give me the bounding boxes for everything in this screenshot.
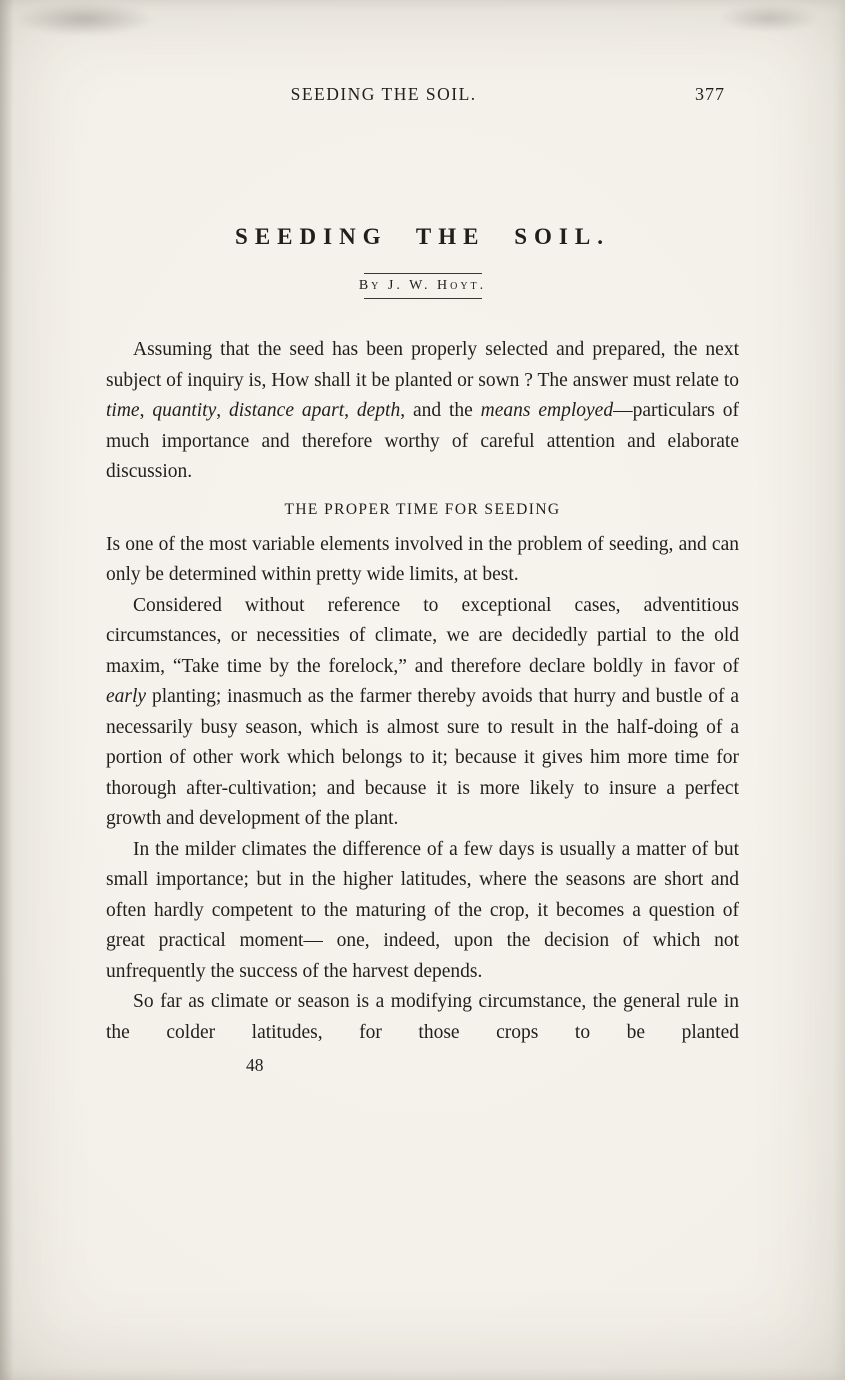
scan-artifact: [719, 4, 819, 32]
page-number: 377: [695, 84, 725, 104]
byline: By J. W. Hoyt.: [358, 278, 487, 293]
article-title: SEEDING THE SOIL.: [235, 224, 610, 249]
byline-rule-bottom: [364, 298, 482, 299]
paragraph: Assuming that the seed has been properly selected and prepared, the next subject of inquiry is, How shall it be planted or sown ? The answer must relate to time, quantity, distance apart, depth, and the means employed—particulars of much importance and therefore worthy of careful attention and elaborate discussion.: [106, 339, 740, 482]
body-text: [106, 335, 739, 1081]
scan-artifact: [0, 0, 14, 1380]
paragraph: In the milder climates the difference of a few days is usually a matter of but small importance; but in the higher latitudes, where the seasons are short and often hardly competent to the maturing of the crop, it becomes a question of great practical moment— one, indeed, upon the decision of which not unfrequently the success of the harvest depends.: [106, 838, 739, 982]
paragraph: So far as climate or season is a modifying circumstance, the general rule in the colder latitudes, for those crops to be planted: [106, 991, 739, 1043]
signature-mark: 48: [246, 1055, 264, 1075]
scan-artifact: [14, 2, 154, 36]
paragraph-container: [106, 335, 739, 1048]
paragraph: Is one of the most variable elements involved in the problem of seeding, and can only be determined within pretty wide limits, at best.: [106, 533, 739, 585]
running-title: SEEDING THE SOIL.: [290, 84, 477, 104]
running-header: [106, 84, 737, 110]
paragraph: Considered without reference to exceptional cases, adventitious circumstances, or necessities of climate, we are decidedly partial to the old maxim, “Take time by the forelock,” and therefore declare boldly in favor of early planting; inasmuch as the farmer thereby avoids that hurry and bustle of a necessarily busy season, which is almost sure to result in the half-doing of a portion of other work which belongs to it; because it gives him more time for thorough after-cultivation; and because it is more likely to insure a perfect growth and development of the plant.: [106, 594, 739, 829]
section-heading: THE PROPER TIME FOR SEEDING: [284, 500, 561, 518]
byline-block: [0, 273, 845, 299]
